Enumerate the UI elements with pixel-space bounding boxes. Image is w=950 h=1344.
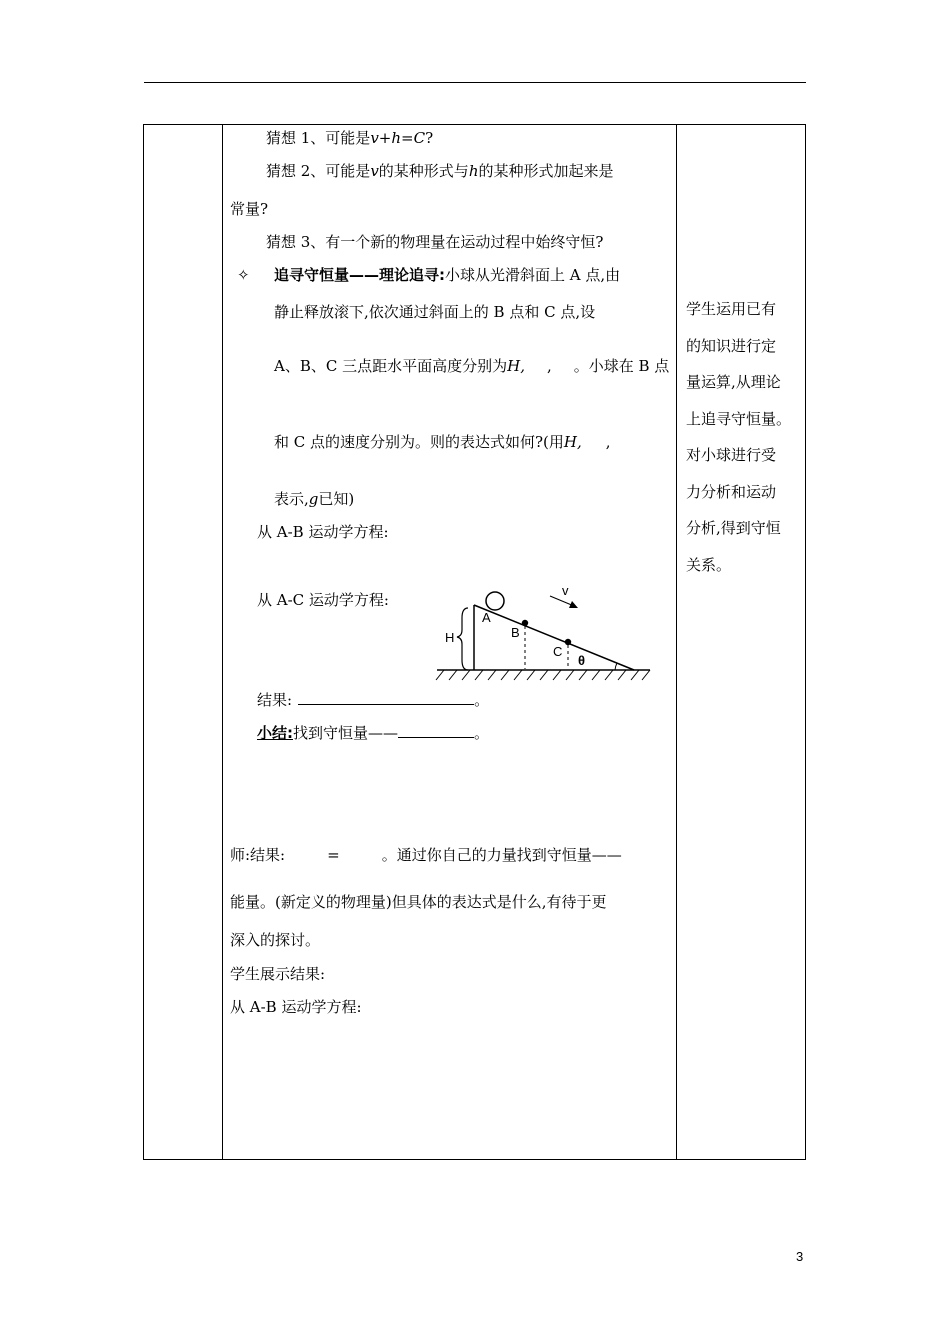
theory-line-4: 和 C 点的速度分别为。则的表达式如何?(用H, , bbox=[274, 433, 611, 451]
sidebar-line: 对小球进行受 bbox=[686, 446, 777, 464]
label-H: H bbox=[445, 630, 455, 645]
column-divider-left bbox=[222, 124, 223, 1160]
guess-1: 猜想 1、可能是v+h=C? bbox=[266, 129, 434, 147]
point-B bbox=[522, 620, 528, 626]
height-brace-icon bbox=[457, 608, 468, 670]
theory-line-3: A、B、C 三点距水平面高度分别为H, , 。小球在 B 点 bbox=[274, 357, 670, 375]
ground-hatch bbox=[436, 670, 650, 680]
incline-diagram bbox=[432, 578, 658, 684]
student-show-label: 学生展示结果: bbox=[230, 965, 326, 983]
sidebar-line: 分析,得到守恒 bbox=[686, 519, 781, 537]
label-theta: θ bbox=[578, 653, 586, 668]
page-number: 3 bbox=[796, 1249, 804, 1264]
angle-arc bbox=[615, 663, 617, 670]
sidebar-line: 上追寻守恒量。 bbox=[686, 409, 792, 428]
teacher-line-1: 师:结果: = 。通过你自己的力量找到守恒量—— bbox=[230, 846, 622, 864]
ball-icon bbox=[486, 592, 504, 610]
label-v: v bbox=[562, 583, 569, 598]
label-B: B bbox=[511, 625, 520, 640]
sidebar-line: 量运算,从理论 bbox=[686, 373, 781, 391]
sidebar-line: 学生运用已有 bbox=[686, 300, 777, 318]
ab-equation-label-2: 从 A-B 运动学方程: bbox=[230, 998, 362, 1016]
label-A: A bbox=[482, 610, 491, 625]
teacher-line-2: 能量。(新定义的物理量)但具体的表达式是什么,有待于更 bbox=[230, 893, 607, 911]
guess-2-cont: 常量? bbox=[230, 200, 269, 218]
sidebar-line: 的知识进行定 bbox=[686, 336, 777, 355]
summary-line: 小结:找到守恒量—— 。 bbox=[257, 724, 490, 742]
point-C bbox=[565, 639, 571, 645]
ab-equation-label: 从 A-B 运动学方程: bbox=[257, 523, 389, 541]
result-line: 结果: 。 bbox=[257, 691, 490, 709]
column-divider-right bbox=[676, 124, 677, 1160]
sidebar-line: 关系。 bbox=[686, 555, 732, 574]
bullet-icon: ✧ bbox=[237, 266, 250, 284]
incline-slope bbox=[474, 605, 634, 670]
theory-line-5: 表示,g已知) bbox=[274, 490, 355, 508]
header-rule bbox=[144, 82, 806, 83]
teacher-line-3: 深入的探讨。 bbox=[230, 931, 321, 949]
ac-equation-label: 从 A-C 运动学方程: bbox=[257, 591, 389, 609]
guess-2: 猜想 2、可能是v的某种形式与h的某种形式加起来是 bbox=[266, 162, 614, 180]
guess-3: 猜想 3、有一个新的物理量在运动过程中始终守恒? bbox=[266, 233, 604, 251]
theory-line-1: 追寻守恒量——理论追寻:小球从光滑斜面上 A 点,由 bbox=[274, 266, 621, 284]
sidebar-note bbox=[686, 291, 791, 583]
theory-line-2: 静止释放滚下,依次通过斜面上的 B 点和 C 点,设 bbox=[274, 303, 596, 321]
label-C: C bbox=[553, 644, 563, 659]
sidebar-line: 力分析和运动 bbox=[686, 482, 777, 501]
